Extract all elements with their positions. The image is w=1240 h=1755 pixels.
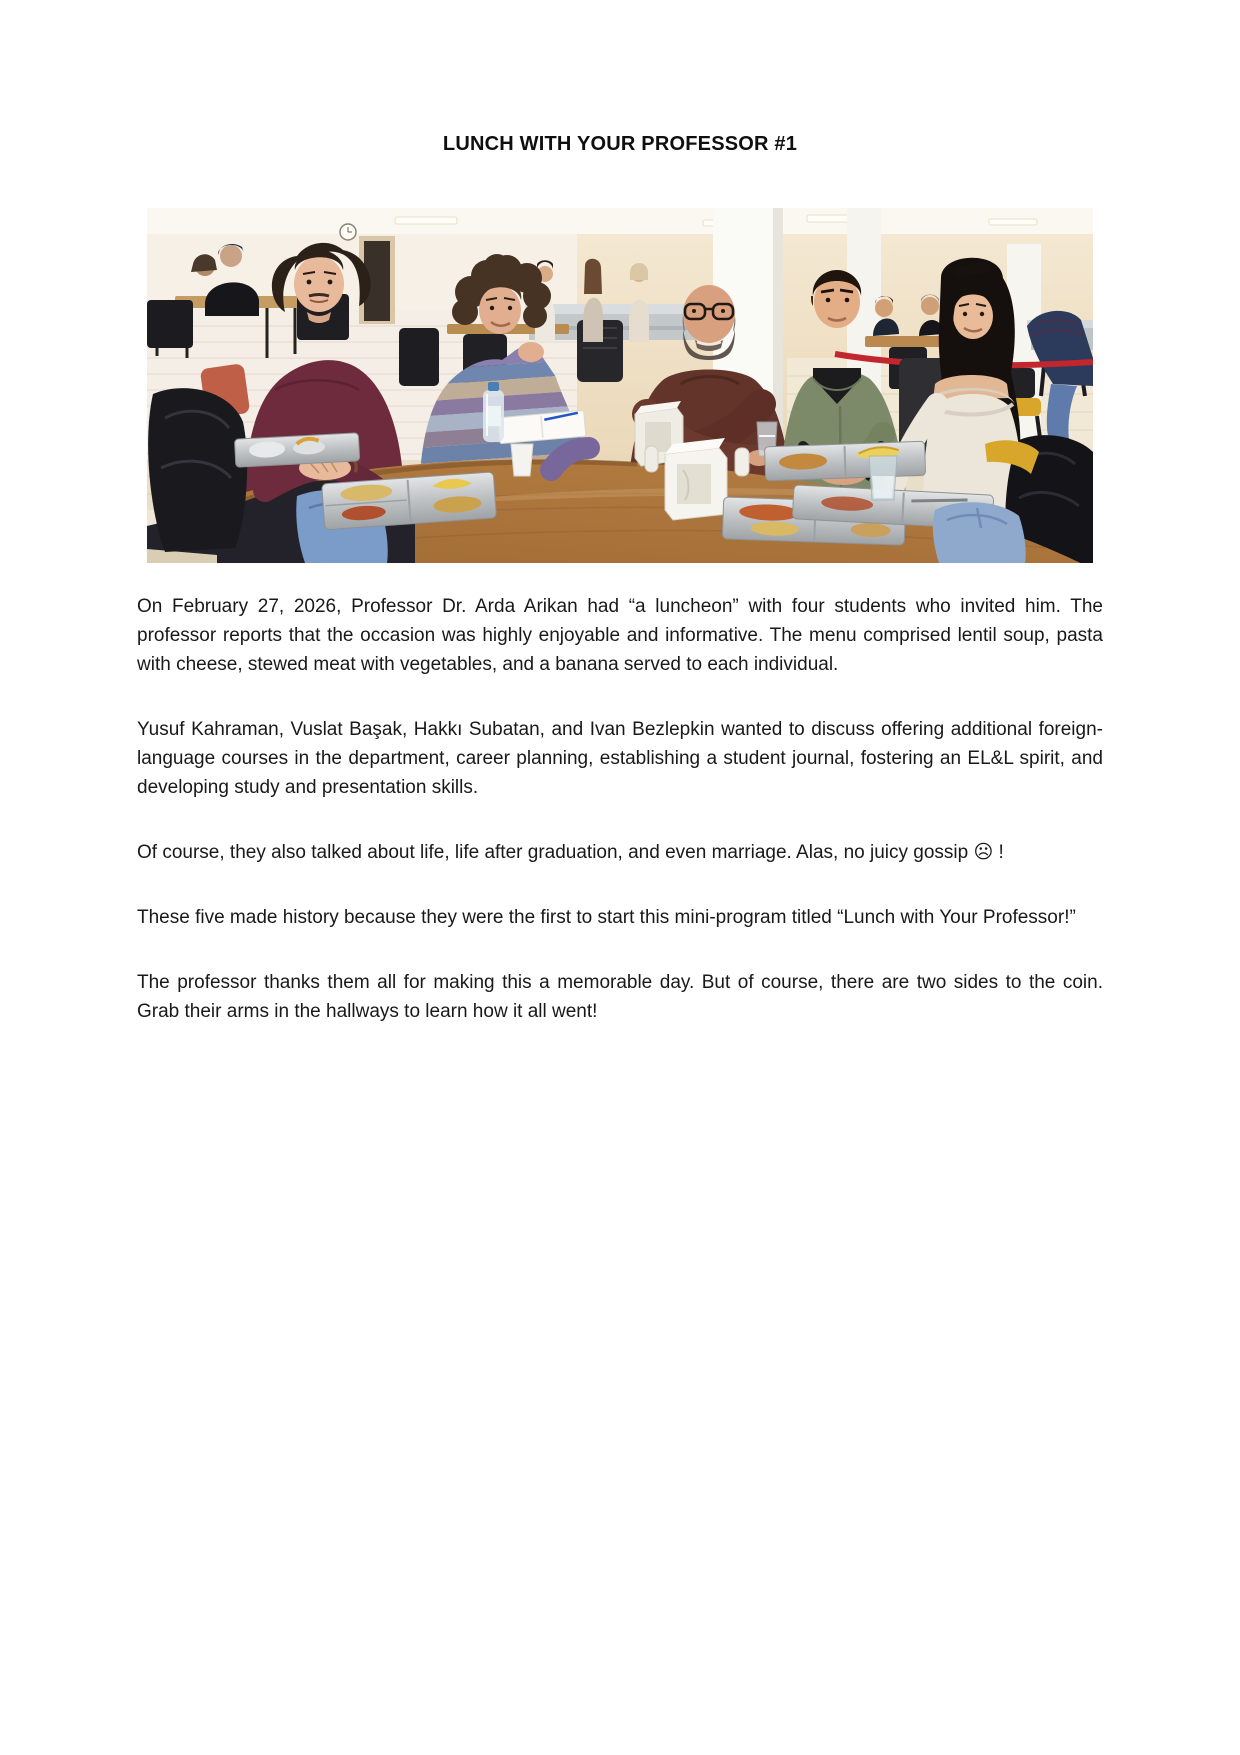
article-body [137,592,1103,1026]
water-glass-tall [869,456,897,500]
paper-cup [511,444,533,476]
student4-jeans [933,502,1026,563]
paragraph-4: These five made history because they were the first to start this mini-program titled “Lunch with Your Professor!” [137,907,1076,928]
lunch-tray-center [764,441,925,481]
page-title: LUNCH WITH YOUR PROFESSOR #1 [442,133,798,155]
paragraph-5: The professor thanks them all for making this a memorable day. But of course, there are two sides to the coin. Grab their arms in the hallways to learn how it all went! [137,972,1103,1022]
napkin-dispenser-front [665,438,727,520]
water-bottle [483,382,504,442]
lunch-photo [147,208,1093,563]
paragraph-1: On February 27, 2026, Professor Dr. Arda Arikan had “a luncheon” with four students who invited him. The professor reports that the occasion was highly enjoyable and informative. The menu comprised lentil soup, pasta with cheese, stewed meat with vegetables, and a banana served to each individual. [137,596,1103,675]
wall-clock [340,224,356,240]
lunch-tray-left-small [234,433,359,467]
paragraph-3: Of course, they also talked about life, life after graduation, and even marriage. Alas, no juicy gossip ☹ ! [137,842,1004,863]
lunch-photo-illustration [147,208,1093,563]
paragraph-2: Yusuf Kahraman, Vuslat Başak, Hakkı Subatan, and Ivan Bezlepkin wanted to discuss offering additional foreign-language courses in the department, career planning, establishing a student journal, fostering an EL&L spirit, and developing study and presentation skills. [137,719,1103,798]
